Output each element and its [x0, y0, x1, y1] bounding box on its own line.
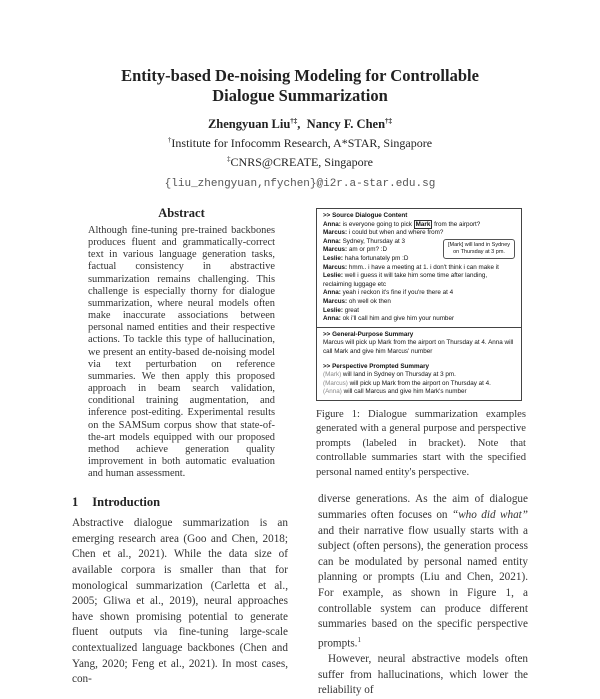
perspective-line	[323, 380, 515, 389]
paper-title: Entity-based De-noising Modeling for Controllable Dialogue Summarization	[121, 66, 479, 105]
dialogue-line	[323, 307, 515, 316]
divider	[317, 327, 521, 328]
section-heading: 1 Introduction	[72, 495, 161, 510]
utterance: haha fortunately pm :D	[342, 254, 409, 262]
speaker: Marcus:	[323, 263, 348, 271]
abstract-heading: Abstract	[158, 206, 205, 220]
dialogue-line	[323, 298, 515, 307]
speaker: Anna:	[323, 237, 341, 245]
speaker: Anna:	[323, 220, 341, 228]
utterance: yeah i reckon it's fine if you're there at 4	[340, 289, 454, 297]
dialogue-line	[323, 289, 515, 298]
utterance: from the airport?	[432, 220, 481, 228]
affiliation: ‡CNRS@CREATE, Singapore	[227, 155, 373, 169]
perspective-heading: >> Perspective Prompted Summary	[323, 362, 430, 370]
figure-1	[316, 208, 522, 401]
summary-text: will pick up Mark from the airport on Thursday at 4.	[347, 379, 491, 387]
perspective-summary	[323, 371, 515, 397]
dialogue-line	[323, 272, 515, 289]
callout-bubble: [Mark] will land in Sydney on Thursday at 3 pm.	[443, 239, 515, 259]
prompt-label: (Anna)	[323, 388, 342, 396]
general-heading: >> General-Purpose Summary	[323, 330, 414, 338]
author-name: Zhengyuan Liu	[207, 117, 291, 132]
summary-text: will land in Sydney on Thursday at 3 pm.	[341, 371, 456, 379]
speaker: Leslie:	[323, 272, 343, 280]
author-name: Nancy F. Chen	[306, 117, 386, 132]
prompt-label: (Mark)	[323, 371, 342, 379]
speaker: Anna:	[323, 315, 341, 323]
author-email: {liu_zhengyuan,nfychen}@i2r.a-star.edu.sg	[164, 178, 436, 190]
perspective-line	[323, 371, 515, 380]
footnote-mark: 1	[357, 635, 361, 644]
dialogue-line	[323, 315, 515, 324]
summary-text: will call Marcus and give him Mark's number	[341, 388, 467, 396]
utterance: Sydney, Thursday at 3	[340, 237, 406, 245]
speaker: Anna:	[323, 289, 341, 297]
entity-mark: Mark	[415, 220, 431, 228]
figure-caption: Figure 1: Dialogue summarization examples generated with a general purpose and perspective prompts (labeled in bracket). Note that controllable summaries start with the specified personal named entity's perspective.	[316, 408, 526, 478]
perspective-line	[323, 388, 515, 397]
dialogue-line	[323, 229, 515, 238]
source-heading: >> Source Dialogue Content	[323, 212, 408, 219]
speaker: Marcus:	[323, 246, 348, 254]
utterance: hmm.. i have a meeting at 1. i don't think i can make it	[347, 263, 499, 271]
utterance: i could but when and where from?	[347, 229, 444, 237]
dialogue-line	[323, 264, 515, 273]
right-column-text: diverse generations. As the aim of dialogue summaries often focuses on “who did what” and their narrative flow usually starts with a subject (often persons), the generation process can be modulated by personal named entity planning or prompts (Liu and Chen, 2021). For example, as shown in Figure 1, a controllable system can produce different summaries based on the specific perspective prompts.$^1$ However, neural abstractive models often suffer from hallucinations, which lower the reliability of	[318, 493, 528, 697]
dialogue-line	[323, 221, 515, 230]
speaker: Marcus:	[323, 297, 348, 305]
speaker: Marcus:	[323, 229, 348, 237]
speaker: Leslie:	[323, 254, 343, 262]
utterance: great	[342, 306, 360, 314]
utterance: am or pm? :D	[347, 246, 388, 254]
prompt-label: (Marcus)	[323, 379, 348, 387]
utterance: ok i'll call him and give him your number	[340, 315, 455, 323]
utterance: is everyone going to pick	[340, 220, 414, 228]
abstract-text: Although fine-tuning pre-trained backbones produces fluent and grammatically-correct text in various language generation tasks, factual consistency in abstractive summarization remains challenging. This challenge is especially thorny for dialogue summarization, where neural models often make inaccurate associations between personal named entities and their respective actions. To tackle this type of hallucination, we present an entity-based de-noising model via text perturbation on reference summaries. We then apply this proposed approach in beam search validation, conditional training augmentation, and inference post-editing. Experimental results on the SAMSum corpus show that state-of-the-art models equipped with our proposed method achieve generation quality improvement in both automatic evaluation and human assessment.	[88, 225, 275, 480]
dialogue	[323, 221, 515, 324]
general-summary: Marcus will pick up Mark from the airport on Thursday at 4. Anna will call Mark and give him Marcus' number	[323, 339, 514, 355]
right-column	[316, 208, 528, 699]
utterance: oh well ok then	[347, 297, 391, 305]
utterance: well i guess it will take him some time after landing, reclaiming luggage etc	[323, 272, 488, 288]
authors: Zhengyuan Liu†‡, Nancy F. Chen†‡	[207, 117, 393, 132]
speaker: Leslie:	[323, 306, 343, 314]
intro-text: Abstractive dialogue summarization is an emerging research area (Goo and Chen, 2018; Chen et al., 2021). While the data size of available corpora is smaller than that for monological summarization (Carletta et al., 2005; Gliwa et al., 2019), neural approaches have shown promising potential to generate fluent outputs via fine-tuning large-scale contextualized language backbones (Chen and Yang, 2020; Feng et al., 2021). In most cases, con-	[72, 517, 288, 686]
left-column	[72, 205, 288, 688]
affiliation: †Institute for Infocomm Research, A*STAR, Singapore	[167, 136, 433, 150]
